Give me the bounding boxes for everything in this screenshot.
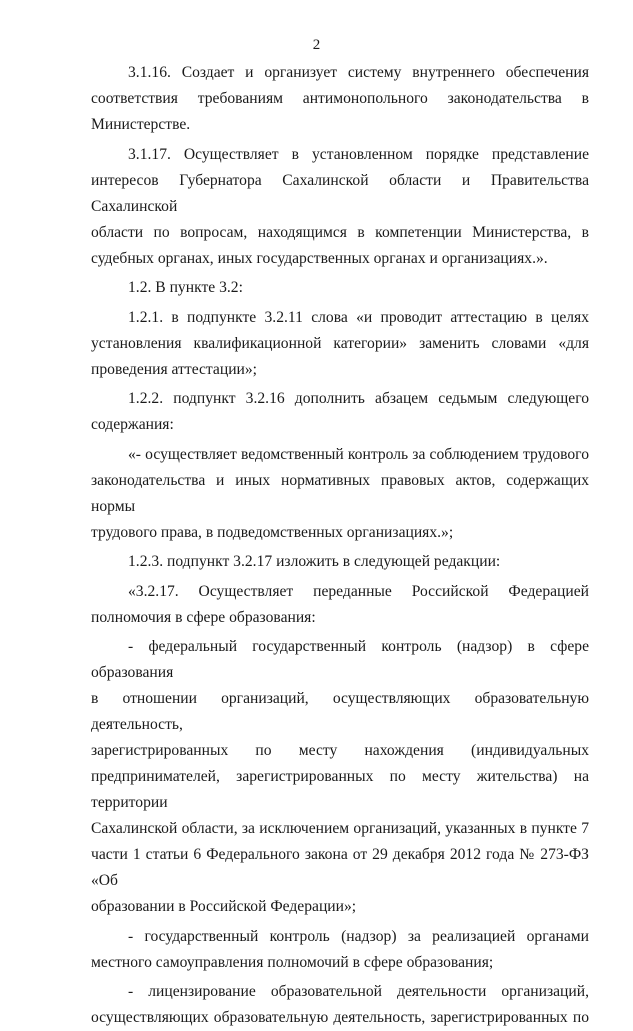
paragraph-federal-control (91, 634, 589, 920)
text-line: 1.2.1. в подпункте 3.2.11 слова «и проводит аттестацию в целях (128, 308, 589, 326)
text-line: «3.2.17. Осуществляет переданные Российской Федерацией (128, 582, 589, 600)
text-line: области по вопросам, находящимся в компетенции Министерства, в (91, 223, 589, 241)
text-line: 1.2.2. подпункт 3.2.16 дополнить абзацем седьмым следующего (128, 390, 589, 407)
text-line: зарегистрированных по месту нахождения (индивидуальных (91, 742, 589, 759)
text-line: проведения аттестации»; (91, 360, 258, 378)
text-line: предпринимателей, зарегистрированных по месту жительства) на территории (91, 768, 589, 811)
text-line: образовании в Российской Федерации»; (91, 898, 357, 915)
text-line: судебных органах, иных государственных органах и организациях.». (91, 249, 548, 267)
text-line: Сахалинской области, за исключением организаций, указанных в пункте 7 (91, 820, 589, 837)
document-body (91, 60, 589, 1031)
paragraph-1-2-1 (91, 305, 589, 383)
text-line: 1.2.3. подпункт 3.2.17 изложить в следующей редакции: (128, 553, 501, 570)
text-line: 1.2. В пункте 3.2: (128, 279, 243, 296)
paragraph-1-2-3 (91, 549, 589, 575)
paragraph-quote-labour-control (91, 442, 589, 546)
text-line: - федеральный государственный контроль (надзор) в сфере образования (91, 638, 589, 681)
page-number: 2 (312, 37, 321, 53)
text-line: 3.1.17. Осуществляет в установленном порядке представление (128, 145, 589, 163)
paragraph-3-1-16 (91, 60, 589, 138)
text-line: полномочия в сфере образования: (91, 608, 316, 626)
text-line: соответствия требованиям антимонопольного законодательства в (91, 90, 589, 107)
text-line: 3.1.16. Создает и организует систему внутреннего обеспечения (128, 64, 589, 81)
text-line: части 1 статьи 6 Федерального закона от 29 декабря 2012 года № 273-ФЗ «Об (91, 846, 589, 889)
text-line: трудового права, в подведомственных организациях.»; (91, 523, 454, 541)
text-line: интересов Губернатора Сахалинской области и Правительства Сахалинской (91, 171, 589, 215)
text-line: Министерстве. (91, 116, 191, 133)
text-line: - государственный контроль (надзор) за реализацией органами (128, 927, 589, 945)
text-line: - лицензирование образовательной деятельности организаций, (128, 983, 589, 1000)
text-line: законодательства и иных нормативных правовых актов, содержащих нормы (91, 471, 589, 515)
paragraph-3-2-17 (91, 579, 589, 631)
text-line: местного самоуправления полномочий в сфере образования; (91, 953, 494, 971)
text-line: в отношении организаций, осуществляющих образовательную деятельность, (91, 690, 589, 733)
text-line: осуществляющих образовательную деятельность, зарегистрированных по (91, 1009, 589, 1026)
text-line: содержания: (91, 416, 174, 433)
text-line: «- осуществляет ведомственный контроль за соблюдением трудового (128, 445, 589, 463)
paragraph-1-2-2 (91, 386, 589, 438)
paragraph-licensing (91, 979, 589, 1031)
paragraph-3-1-17 (91, 142, 589, 272)
paragraph-state-control (91, 924, 589, 976)
text-line: установления квалификационной категории» заменить словами «для (91, 334, 589, 352)
paragraph-1-2 (91, 275, 589, 301)
